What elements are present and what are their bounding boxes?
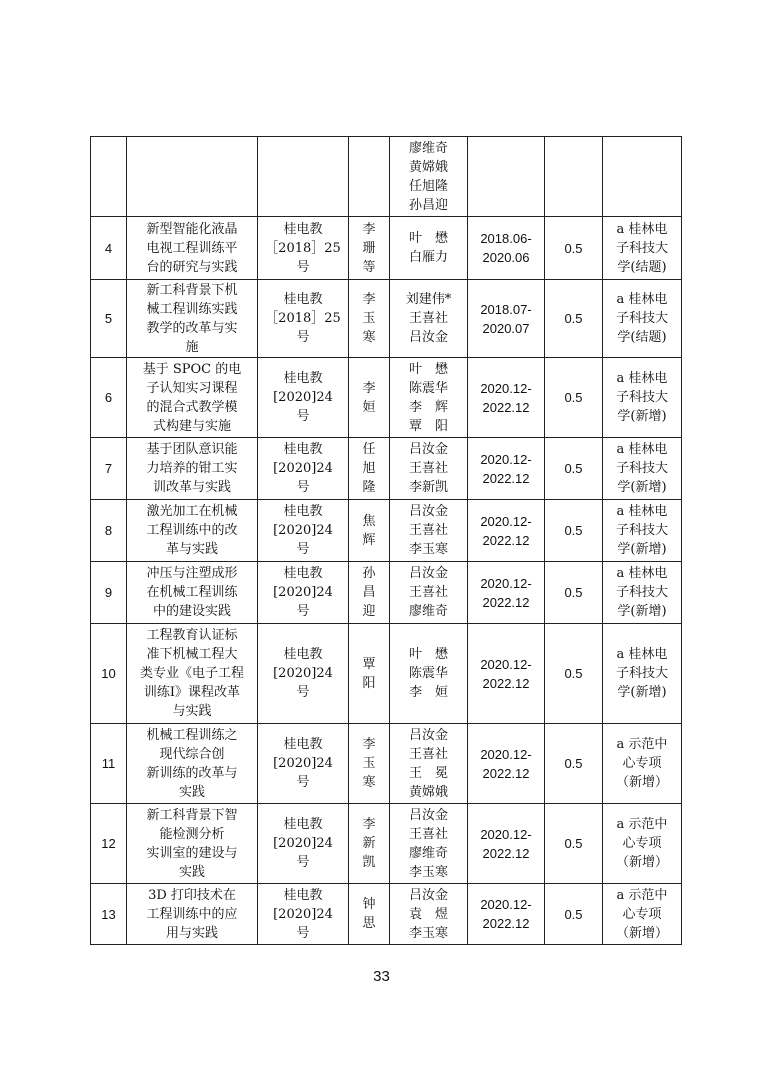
approval-document-cell: 桂电教 [2020]24 号 (258, 724, 349, 804)
approval-document-cell: 桂电教 ［2018］25 号 (258, 280, 349, 358)
project-table (90, 136, 682, 945)
table-row (91, 438, 682, 500)
table-row (91, 804, 682, 884)
project-period-cell: 2020.12- 2022.12 (468, 562, 545, 624)
project-leader-cell: 覃 阳 (349, 624, 390, 724)
project-leader-cell: 任 旭 隆 (349, 438, 390, 500)
project-title-cell: 基于 SPOC 的电 子认知实习课程 的混合式教学模 式构建与实施 (127, 358, 258, 438)
project-category-cell: a 示范中 心专项 （新增） (603, 724, 682, 804)
project-leader-cell (349, 137, 390, 217)
project-members-cell: 叶 懋 陈震华 李 辉 覃 阳 (390, 358, 468, 438)
project-period-cell: 2020.12- 2022.12 (468, 358, 545, 438)
approval-document-cell (258, 137, 349, 217)
table-row (91, 217, 682, 280)
project-number-cell: 8 (91, 500, 127, 562)
project-leader-cell: 孙 昌 迎 (349, 562, 390, 624)
project-title-cell: 激光加工在机械 工程训练中的改 革与实践 (127, 500, 258, 562)
project-members-cell: 吕汝金 袁 煜 李玉寒 (390, 884, 468, 945)
project-title-cell: 机械工程训练之 现代综合创 新训练的改革与 实践 (127, 724, 258, 804)
project-number-cell: 9 (91, 562, 127, 624)
approval-document-cell: 桂电教 [2020]24 号 (258, 438, 349, 500)
project-category-cell: a 桂林电 子科技大 学(新增) (603, 358, 682, 438)
project-number-cell: 12 (91, 804, 127, 884)
project-period-cell: 2020.12- 2022.12 (468, 804, 545, 884)
project-title-cell: 冲压与注塑成形 在机械工程训练 中的建设实践 (127, 562, 258, 624)
approval-document-cell: 桂电教 [2020]24 号 (258, 624, 349, 724)
project-category-cell: a 桂林电 子科技大 学(结题) (603, 280, 682, 358)
project-period-cell (468, 137, 545, 217)
approval-document-cell: 桂电教 [2020]24 号 (258, 884, 349, 945)
project-title-cell (127, 137, 258, 217)
project-title-cell: 3D 打印技术在 工程训练中的应 用与实践 (127, 884, 258, 945)
funding-cell: 0.5 (545, 562, 603, 624)
project-members-cell: 吕汝金 王喜社 王 冕 黄嫦娥 (390, 724, 468, 804)
project-members-cell: 刘建伟* 王喜社 吕汝金 (390, 280, 468, 358)
project-category-cell: a 桂林电 子科技大 学(新增) (603, 438, 682, 500)
project-members-cell: 叶 懋 白雁力 (390, 217, 468, 280)
table-row (91, 500, 682, 562)
project-leader-cell: 李 姮 (349, 358, 390, 438)
project-period-cell: 2020.12- 2022.12 (468, 724, 545, 804)
approval-document-cell: 桂电教 [2020]24 号 (258, 804, 349, 884)
project-number-cell: 13 (91, 884, 127, 945)
project-category-cell: a 示范中 心专项 （新增） (603, 884, 682, 945)
project-category-cell: a 桂林电 子科技大 学(新增) (603, 500, 682, 562)
approval-document-cell: 桂电教 [2020]24 号 (258, 358, 349, 438)
project-category-cell: a 示范中 心专项 （新增） (603, 804, 682, 884)
project-number-cell: 10 (91, 624, 127, 724)
project-period-cell: 2020.12- 2022.12 (468, 624, 545, 724)
project-title-cell: 新工科背景下机 械工程训练实践 教学的改革与实 施 (127, 280, 258, 358)
project-title-cell: 基于团队意识能 力培养的钳工实 训改革与实践 (127, 438, 258, 500)
project-period-cell: 2018.07- 2020.07 (468, 280, 545, 358)
table-row (91, 280, 682, 358)
project-title-cell: 新工科背景下智 能检测分析 实训室的建设与 实践 (127, 804, 258, 884)
project-leader-cell: 钟 思 (349, 884, 390, 945)
funding-cell: 0.5 (545, 624, 603, 724)
project-leader-cell: 李 珊 等 (349, 217, 390, 280)
project-period-cell: 2020.12- 2022.12 (468, 884, 545, 945)
funding-cell: 0.5 (545, 500, 603, 562)
project-members-cell: 吕汝金 王喜社 李玉寒 (390, 500, 468, 562)
project-number-cell: 6 (91, 358, 127, 438)
project-period-cell: 2020.12- 2022.12 (468, 500, 545, 562)
funding-cell: 0.5 (545, 358, 603, 438)
project-number-cell (91, 137, 127, 217)
project-title-cell: 工程教育认证标 准下机械工程大 类专业《电子工程 训练Ⅰ》课程改革 与实践 (127, 624, 258, 724)
project-members-cell: 廖维奇 黄嫦娥 任旭隆 孙昌迎 (390, 137, 468, 217)
project-period-cell: 2020.12- 2022.12 (468, 438, 545, 500)
table-row (91, 624, 682, 724)
project-category-cell: a 桂林电 子科技大 学(结题) (603, 217, 682, 280)
funding-cell (545, 137, 603, 217)
project-number-cell: 7 (91, 438, 127, 500)
project-leader-cell: 李 玉 寒 (349, 280, 390, 358)
table-row (91, 358, 682, 438)
project-leader-cell: 李 玉 寒 (349, 724, 390, 804)
page-number: 33 (373, 968, 390, 985)
project-period-cell: 2018.06- 2020.06 (468, 217, 545, 280)
project-title-cell: 新型智能化液晶 电视工程训练平 台的研究与实践 (127, 217, 258, 280)
project-members-cell: 吕汝金 王喜社 李新凯 (390, 438, 468, 500)
table-row (91, 562, 682, 624)
funding-cell: 0.5 (545, 884, 603, 945)
funding-cell: 0.5 (545, 280, 603, 358)
funding-cell: 0.5 (545, 217, 603, 280)
project-number-cell: 11 (91, 724, 127, 804)
project-members-cell: 吕汝金 王喜社 廖维奇 (390, 562, 468, 624)
table-row (91, 724, 682, 804)
project-leader-cell: 李 新 凯 (349, 804, 390, 884)
project-members-cell: 吕汝金 王喜社 廖维奇 李玉寒 (390, 804, 468, 884)
project-members-cell: 叶 懋 陈震华 李 姮 (390, 624, 468, 724)
project-number-cell: 5 (91, 280, 127, 358)
approval-document-cell: 桂电教 [2020]24 号 (258, 562, 349, 624)
funding-cell: 0.5 (545, 804, 603, 884)
project-leader-cell: 焦 辉 (349, 500, 390, 562)
approval-document-cell: 桂电教 [2020]24 号 (258, 500, 349, 562)
project-category-cell: a 桂林电 子科技大 学(新增) (603, 624, 682, 724)
project-number-cell: 4 (91, 217, 127, 280)
table-row (91, 884, 682, 945)
funding-cell: 0.5 (545, 438, 603, 500)
table-row (91, 137, 682, 217)
funding-cell: 0.5 (545, 724, 603, 804)
project-category-cell: a 桂林电 子科技大 学(新增) (603, 562, 682, 624)
project-category-cell (603, 137, 682, 217)
approval-document-cell: 桂电教 ［2018］25 号 (258, 217, 349, 280)
